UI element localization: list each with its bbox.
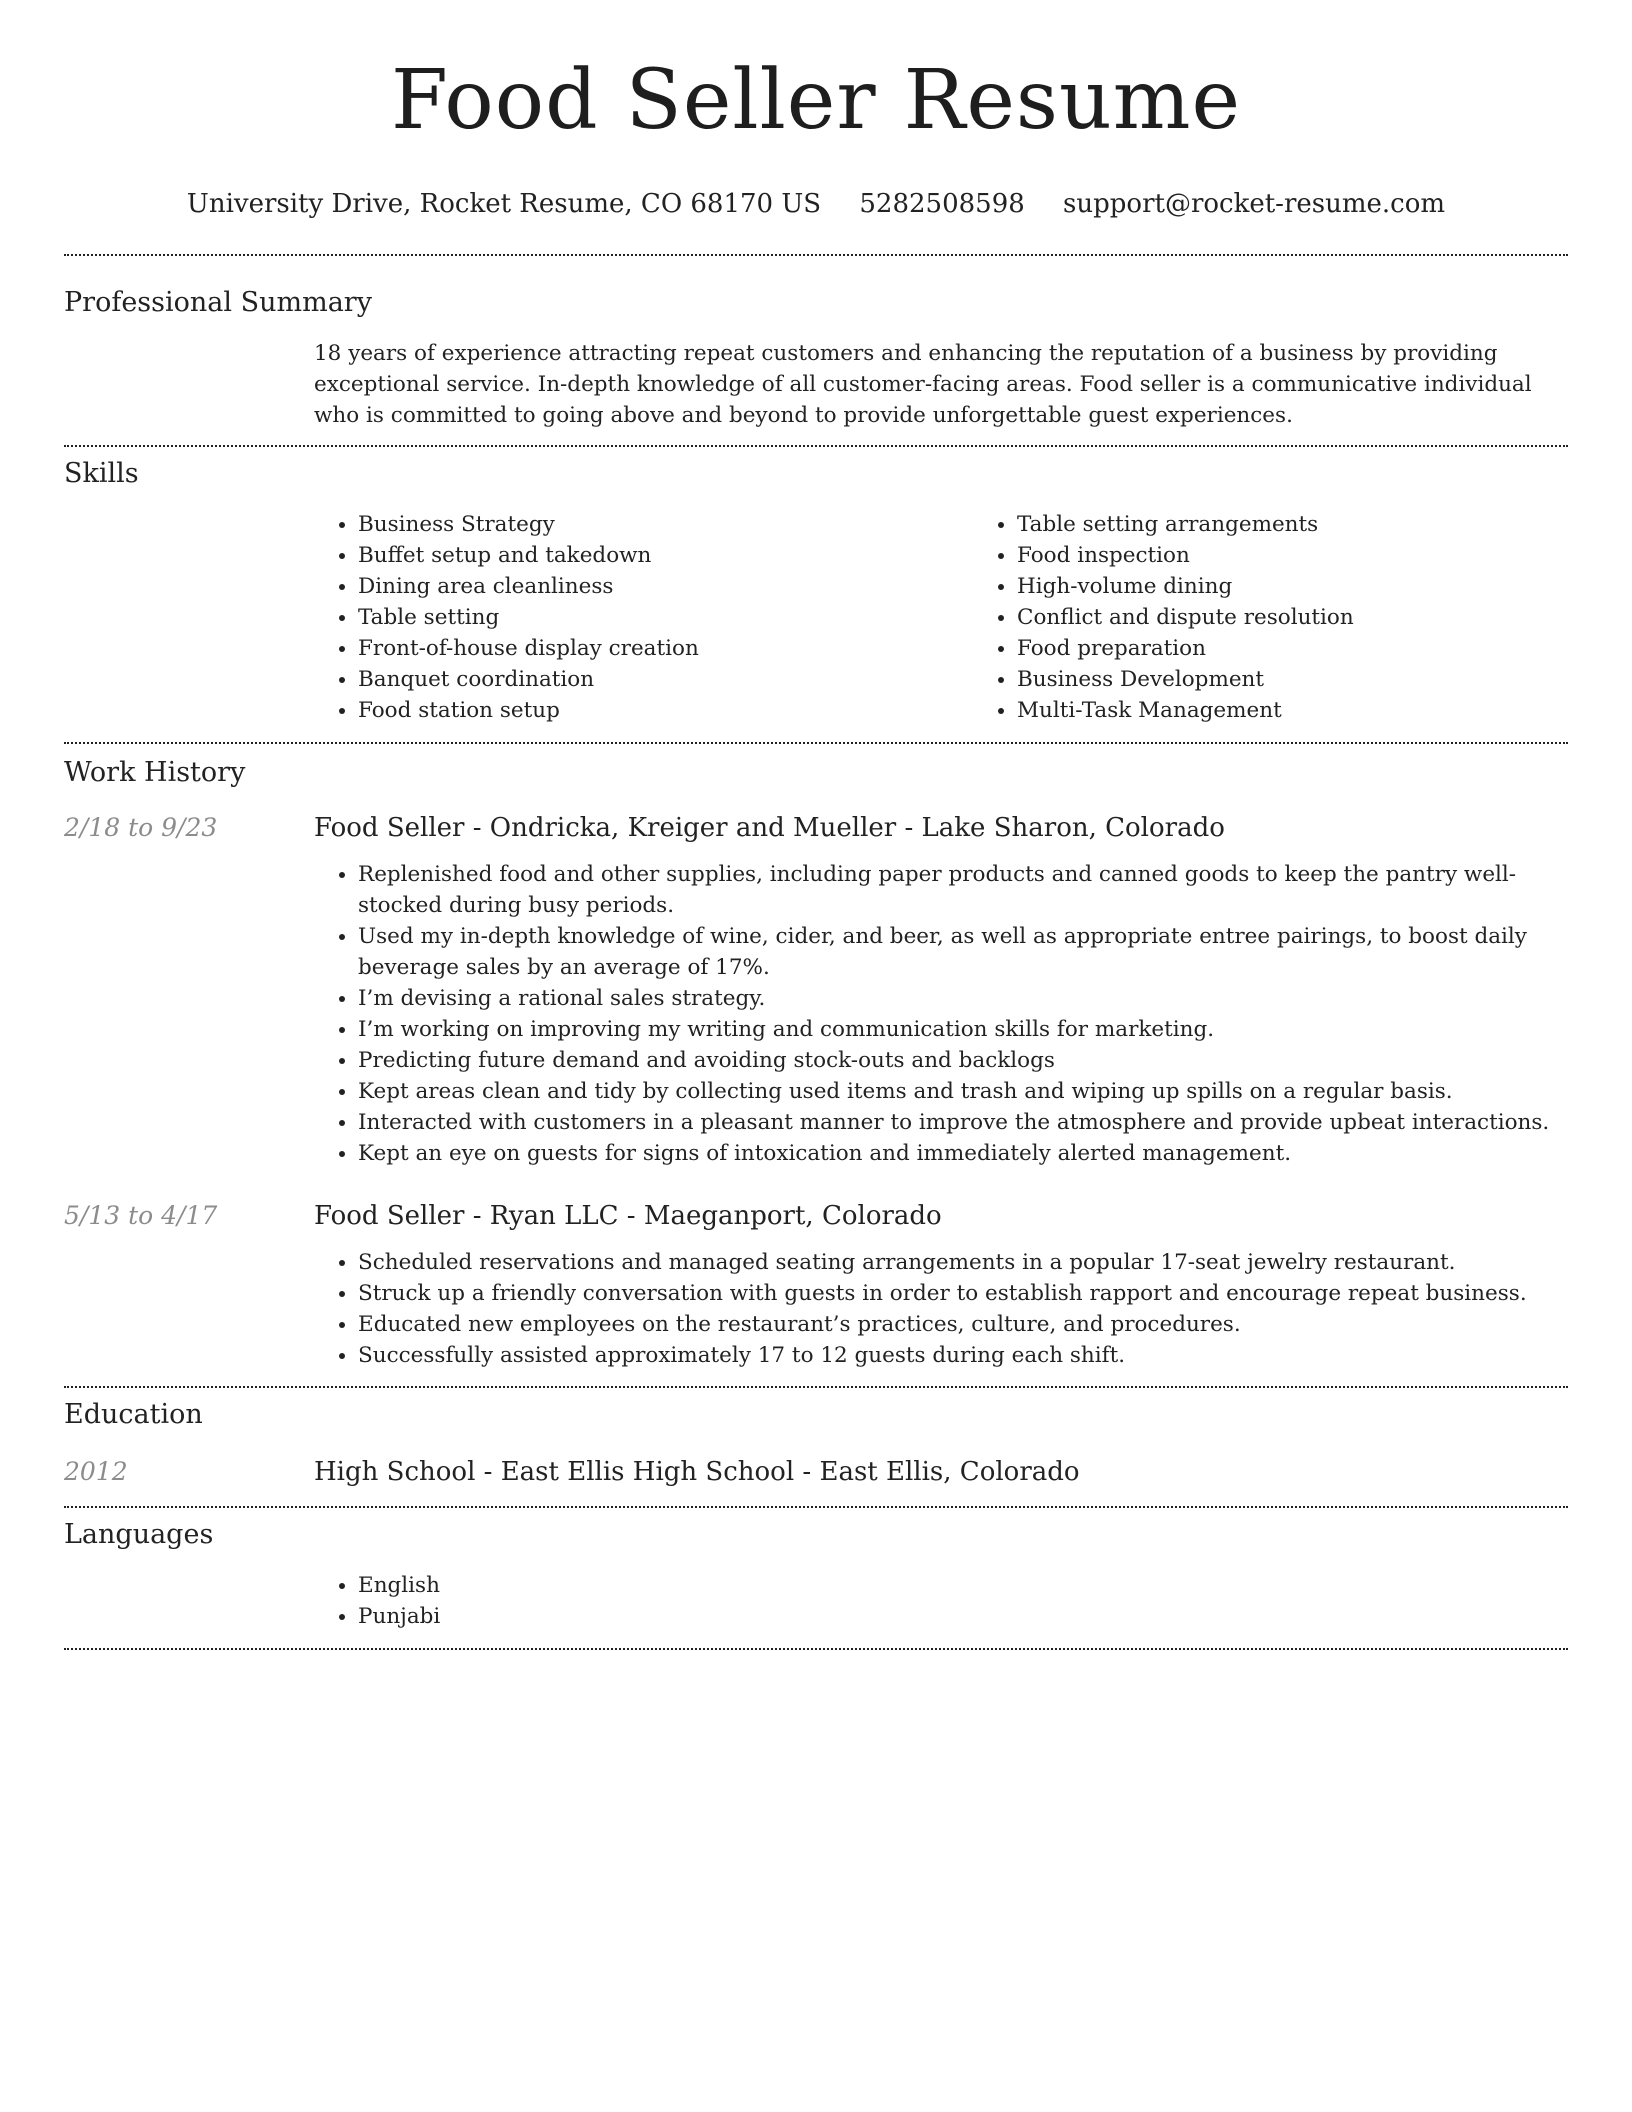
job-bullets: [314, 859, 1568, 1169]
job-entry: [64, 1200, 1568, 1371]
job-bullet: • Kept an eye on guests for signs of intoxication and immediately alerted management.: [358, 1138, 1568, 1169]
skill-item: • Business Strategy: [358, 509, 973, 540]
resume-title: Food Seller Resume: [390, 53, 1242, 148]
job-bullet: • Kept areas clean and tidy by collecting used items and trash and wiping up spills on a regular basis.: [358, 1076, 1568, 1107]
skill-item: • Dining area cleanliness: [358, 571, 973, 602]
skills-grid: [314, 509, 1632, 726]
languages-list: [314, 1570, 1568, 1632]
skill-item: • Food inspection: [1017, 540, 1632, 571]
language-item: • English: [358, 1570, 1568, 1601]
job-bullet: • Successfully assisted approximately 17 to 12 guests during each shift.: [358, 1340, 1568, 1371]
job-bullet: • Replenished food and other supplies, including paper products and canned goods to keep the pantry well-stocked during busy periods.: [358, 859, 1568, 921]
contact-line: [64, 188, 1568, 220]
job-bullet: • I’m devising a rational sales strategy.: [358, 983, 1568, 1014]
skill-item: • Multi-Task Management: [1017, 695, 1632, 726]
education-entry: High School - East Ellis High School - East Ellis, Colorado: [314, 1457, 1080, 1487]
job-bullet: • Scheduled reservations and managed seating arrangements in a popular 17-seat jewelry restaurant.: [358, 1247, 1568, 1278]
job-dates: 2/18 to 9/23: [64, 813, 218, 842]
skills-list-left: [314, 509, 973, 726]
summary-section: [64, 256, 1568, 431]
work-section: [64, 744, 1568, 1371]
divider: [64, 1648, 1568, 1650]
job-bullet: • Educated new employees on the restaurant’s practices, culture, and procedures.: [358, 1309, 1568, 1340]
skill-item: • Front-of-house display creation: [358, 633, 973, 664]
address-text: University Drive, Rocket Resume, CO 68170 US: [186, 189, 822, 219]
job-bullet: • Struck up a friendly conversation with guests in order to establish rapport and encourage repeat business.: [358, 1278, 1568, 1309]
skill-item: • Food station setup: [358, 695, 973, 726]
skill-item: • Food preparation: [1017, 633, 1632, 664]
skill-item: • Conflict and dispute resolution: [1017, 602, 1632, 633]
skill-item: • Table setting: [358, 602, 973, 633]
work-heading: Work History: [64, 757, 246, 788]
email-text: support@rocket-resume.com: [1063, 189, 1446, 219]
phone-text: 5282508598: [859, 189, 1025, 219]
skills-list-right: [973, 509, 1632, 726]
job-bullet: • Interacted with customers in a pleasant manner to improve the atmosphere and provide upbeat interactions.: [358, 1107, 1568, 1138]
job-title: Food Seller - Ondricka, Kreiger and Mueller - Lake Sharon, Colorado: [314, 813, 1225, 843]
skill-item: • Business Development: [1017, 664, 1632, 695]
skills-section: [64, 447, 1568, 726]
job-bullets: [314, 1247, 1568, 1371]
education-heading: Education: [64, 1399, 203, 1430]
summary-heading: Professional Summary: [64, 287, 372, 318]
skill-item: • Banquet coordination: [358, 664, 973, 695]
summary-text: 18 years of experience attracting repeat customers and enhancing the reputation of a business by providing exceptional service. In-depth knowledge of all customer-facing areas. Food seller is a communicative individual who is committed to going above and beyond to provide unforgettable guest experiences.: [314, 341, 1532, 428]
job-title: Food Seller - Ryan LLC - Maeganport, Colorado: [314, 1201, 942, 1231]
skill-item: • Table setting arrangements: [1017, 509, 1632, 540]
skill-item: • High-volume dining: [1017, 571, 1632, 602]
education-section: [64, 1388, 1568, 1488]
job-entry: [64, 812, 1568, 1169]
languages-section: [64, 1508, 1568, 1632]
skill-item: • Buffet setup and takedown: [358, 540, 973, 571]
education-year: 2012: [64, 1457, 128, 1486]
job-bullet: • I’m working on improving my writing and communication skills for marketing.: [358, 1014, 1568, 1045]
skills-heading: Skills: [64, 458, 139, 489]
job-bullet: • Used my in-depth knowledge of wine, cider, and beer, as well as appropriate entree pairings, to boost daily beverage sales by an average of 17%.: [358, 921, 1568, 983]
language-item: • Punjabi: [358, 1601, 1568, 1632]
job-bullet: • Predicting future demand and avoiding stock-outs and backlogs: [358, 1045, 1568, 1076]
languages-heading: Languages: [64, 1519, 214, 1550]
job-dates: 5/13 to 4/17: [64, 1201, 218, 1230]
